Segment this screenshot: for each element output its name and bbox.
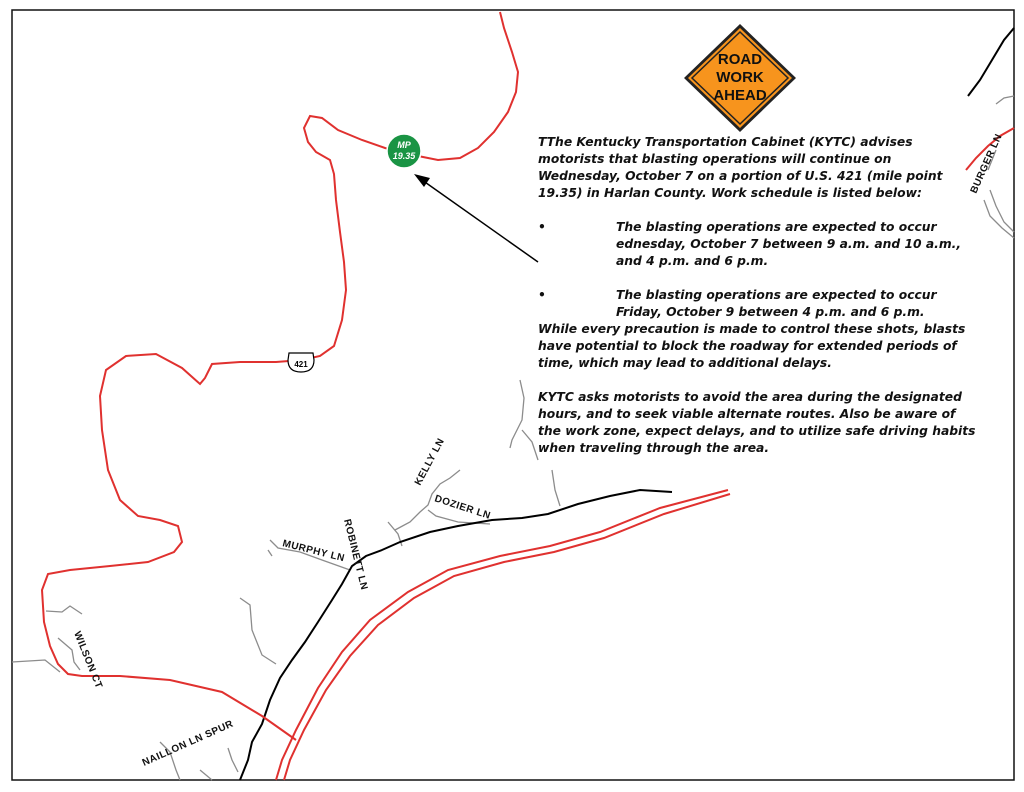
bullet-marker: • bbox=[538, 220, 546, 234]
milepost-label-mp: MP bbox=[397, 140, 411, 150]
milepost-marker[interactable] bbox=[387, 134, 421, 168]
schedule-1-line-1: The blasting operations are expected to occur bbox=[616, 220, 937, 234]
schedule-item-2 bbox=[538, 287, 978, 321]
advisory-intro: TThe Kentucky Transportation Cabinet (KYTC) advises motorists that blasting operations will continue on Wednesday, October 7 on a portion of U.S. 421 (mile point 19.35) in Harlan County. Work schedule is listed below: bbox=[538, 135, 943, 200]
route-shield-number: 421 bbox=[294, 360, 308, 369]
sign-line-work: WORK bbox=[716, 69, 764, 86]
bullet-marker: • bbox=[538, 288, 546, 302]
road-label-naillon: NAILLON LN SPUR bbox=[140, 718, 236, 769]
advisory-text-block bbox=[538, 134, 978, 457]
sign-line-road: ROAD bbox=[717, 51, 763, 68]
us-route-shield bbox=[288, 353, 314, 372]
advisory-precaution: While every precaution is made to control these shots, blasts have potential to block the roadway for extended periods of time, which may lead to additional delays. bbox=[538, 322, 966, 370]
schedule-item-2-text bbox=[616, 287, 978, 321]
road-label-murphy: MURPHY LN bbox=[281, 538, 346, 565]
sign-line-ahead: AHEAD bbox=[713, 87, 767, 104]
schedule-2-line-1: The blasting operations are expected to occur bbox=[616, 288, 937, 302]
schedule-1-line-2: ednesday, October 7 between 9 a.m. and 10 a.m., bbox=[616, 237, 962, 251]
milepost-label-value: 19.35 bbox=[392, 151, 416, 161]
road-label-dozier: DOZIER LN bbox=[433, 493, 493, 522]
schedule-2-line-2: Friday, October 9 between 4 p.m. and 6 p.m. bbox=[616, 305, 925, 319]
road-label-burger: BURGER LN bbox=[968, 132, 1005, 196]
road-label-kelly: KELLY LN bbox=[412, 436, 447, 488]
schedule-item-1 bbox=[538, 219, 978, 270]
schedule-1-line-3: and 4 p.m. and 6 p.m. bbox=[616, 254, 769, 268]
road-label-wilson: WILSON CT bbox=[71, 630, 105, 691]
schedule-item-1-text bbox=[616, 219, 978, 270]
advisory-closing: KYTC asks motorists to avoid the area during the designated hours, and to seek viable alternate routes. Also be aware of the work zone, expect delays, and to utilize safe driving habits when traveling through the area. bbox=[538, 390, 976, 455]
road-label-robinett: ROBINETT LN bbox=[341, 518, 370, 592]
